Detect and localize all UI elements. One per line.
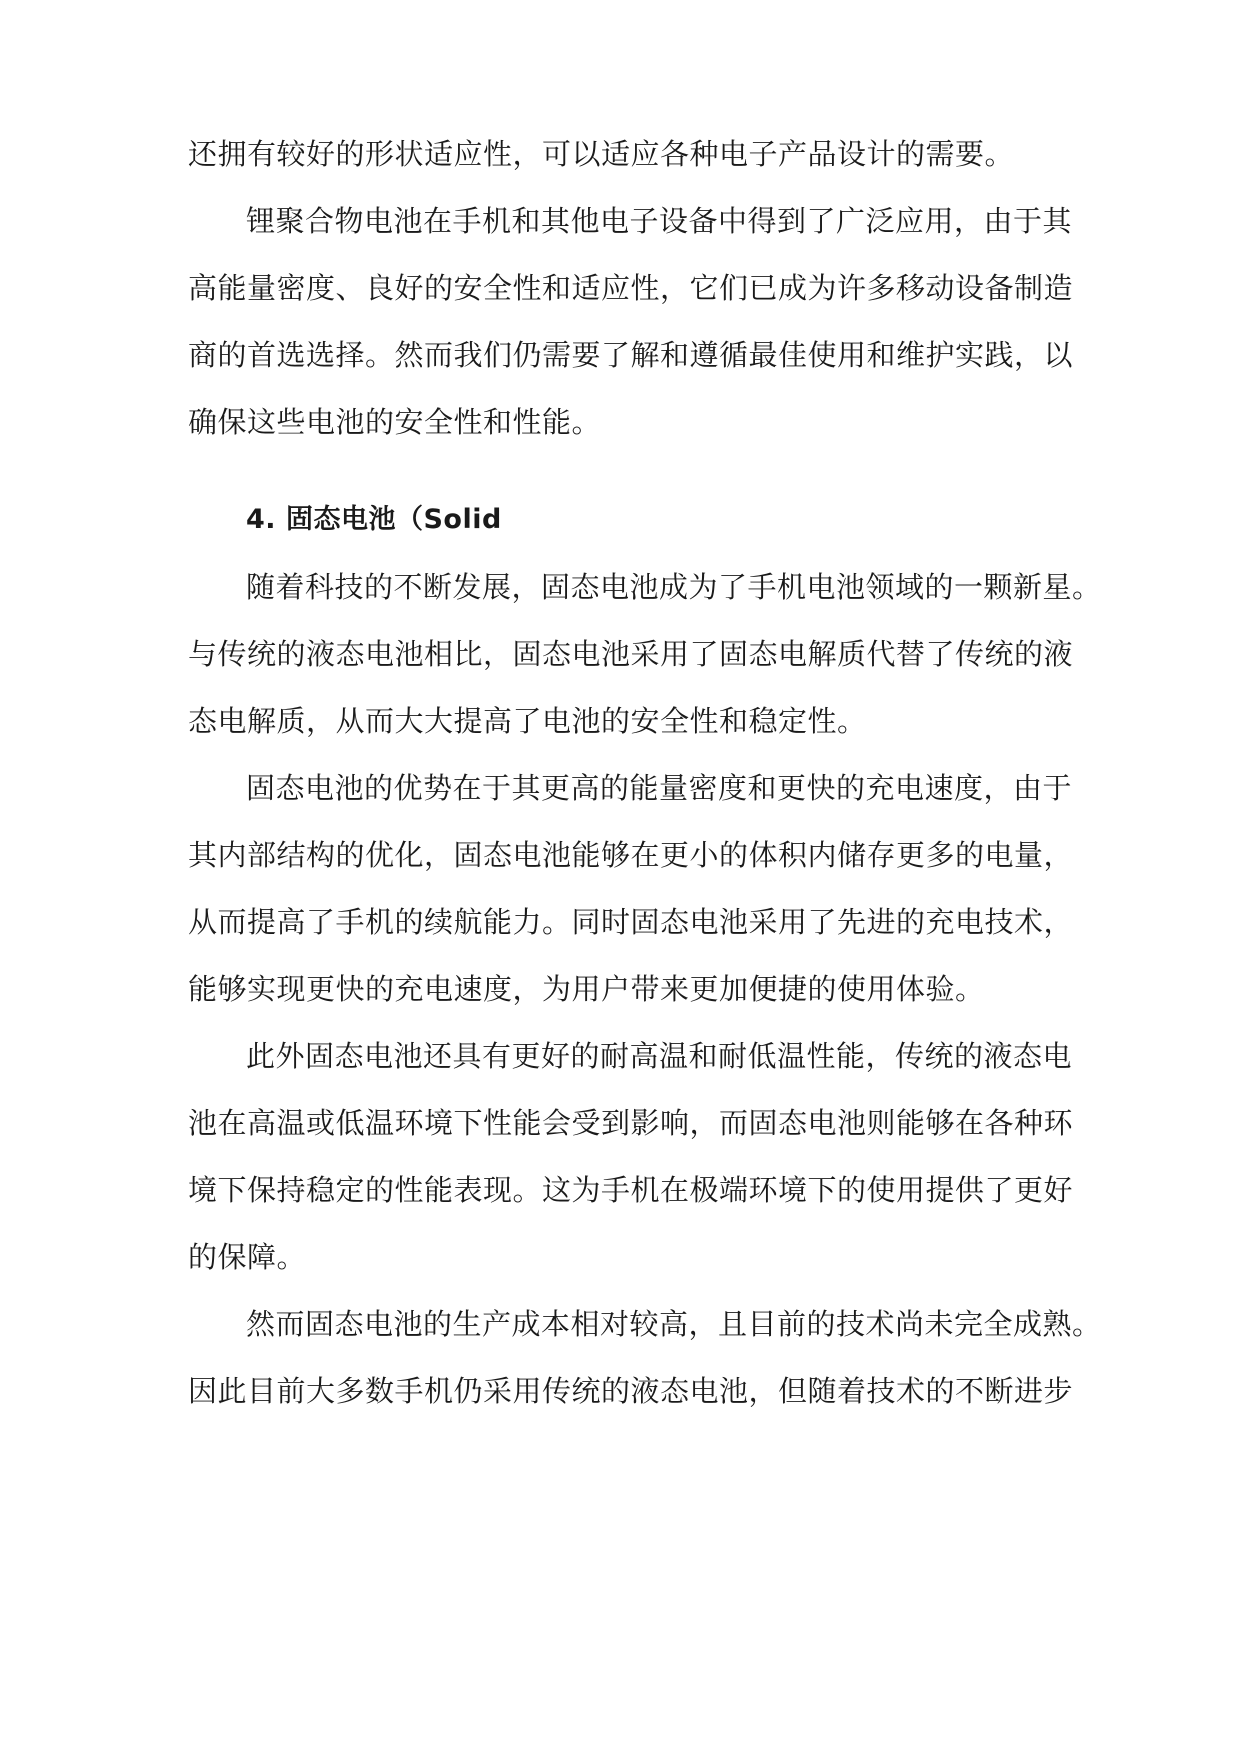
paragraph-start-line: 此外固态电池还具有更好的耐高温和耐低温性能，传统的液态电 xyxy=(246,1039,1073,1073)
paragraph-start-line: 锂聚合物电池在手机和其他电子设备中得到了广泛应用，由于其 xyxy=(246,204,1073,238)
text-line: 态电解质，从而大大提高了电池的安全性和稳定性。 xyxy=(188,704,867,738)
text-line: 商的首选选择。然而我们仍需要了解和遵循最佳使用和维护实践，以 xyxy=(188,338,1074,372)
text-line: 高能量密度、良好的安全性和适应性，它们已成为许多移动设备制造 xyxy=(188,271,1074,305)
text-line: 境下保持稳定的性能表现。这为手机在极端环境下的使用提供了更好 xyxy=(188,1173,1074,1207)
paragraph-start-line: 然而固态电池的生产成本相对较高，且目前的技术尚未完全成熟。 xyxy=(246,1307,1102,1341)
paragraph-start-line: 固态电池的优势在于其更高的能量密度和更快的充电速度，由于 xyxy=(246,771,1073,805)
text-line: 其内部结构的优化，固态电池能够在更小的体积内储存更多的电量， xyxy=(188,838,1074,872)
text-line: 的保障。 xyxy=(188,1240,307,1274)
text-line: 与传统的液态电池相比，固态电池采用了固态电解质代替了传统的液 xyxy=(188,637,1074,671)
text-line: 因此目前大多数手机仍采用传统的液态电池，但随着技术的不断进步 xyxy=(188,1374,1074,1408)
text-line: 确保这些电池的安全性和性能。 xyxy=(188,405,602,439)
text-line: 还拥有较好的形状适应性，可以适应各种电子产品设计的需要。 xyxy=(188,137,1015,171)
text-line: 从而提高了手机的续航能力。同时固态电池采用了先进的充电技术， xyxy=(188,905,1074,939)
text-line: 能够实现更快的充电速度，为用户带来更加便捷的使用体验。 xyxy=(188,972,985,1006)
section-heading: 4. 固态电池（Solid xyxy=(246,504,502,535)
text-line: 池在高温或低温环境下性能会受到影响，而固态电池则能够在各种环 xyxy=(188,1106,1074,1140)
paragraph-start-line: 随着科技的不断发展，固态电池成为了手机电池领域的一颗新星。 xyxy=(246,570,1102,604)
